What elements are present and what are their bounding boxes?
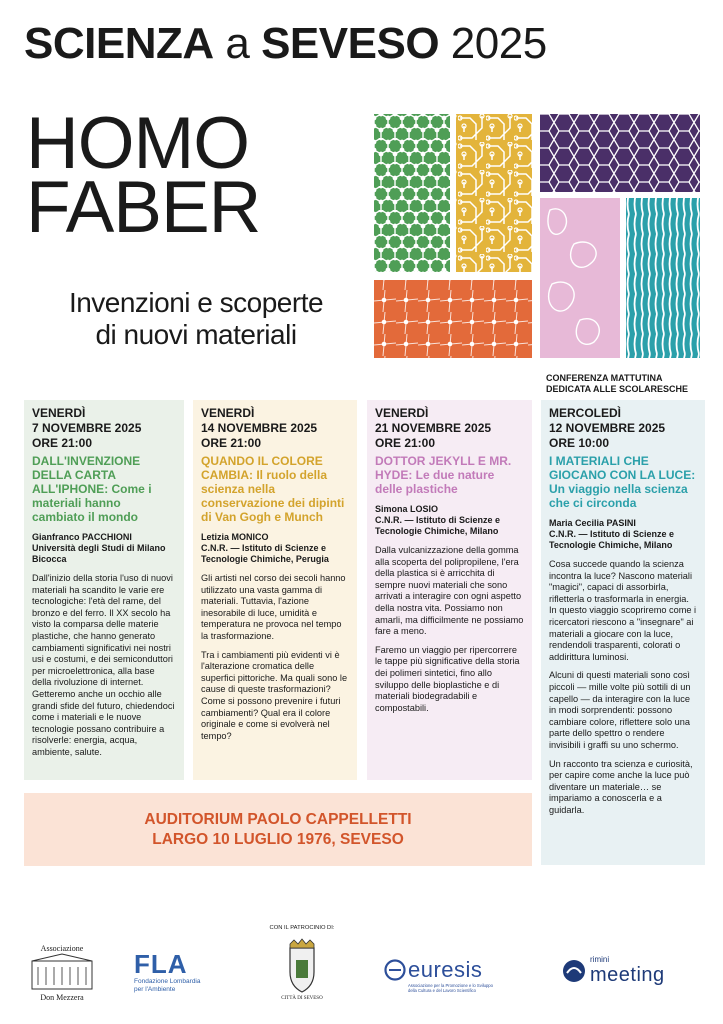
- event-speaker: Gianfranco PACCHIONI: [32, 532, 132, 542]
- euresis-e-icon: [384, 959, 406, 981]
- event-day: VENERDÌ: [32, 406, 86, 420]
- event-description: [201, 573, 349, 742]
- series-name-part2: SEVESO: [261, 19, 440, 68]
- event-card-3: [367, 400, 532, 780]
- associazione-don-mezzera-logo: [30, 944, 94, 1004]
- rimini-meeting-logo: [562, 956, 686, 994]
- fla-name-line1: Fondazione Lombardia: [134, 978, 201, 985]
- event-time: ORE 21:00: [375, 436, 436, 450]
- event-date: 12 NOVEMBRE 2025: [549, 421, 666, 435]
- event-paragraph: Dalla vulcanizzazione della gomma alla scoperta del polipropilene, l'era della plastica si è arricchita di sempre nuovi materiali che sono arrivati a interagire con ogni aspetto della nostra vita. Possiamo non amarli, ma difficilmente ne possiamo fare a meno.: [375, 545, 524, 637]
- subtitle-line1: Invenzioni e scoperte: [68, 287, 324, 318]
- fondazione-lombardia-ambiente-logo: [134, 950, 226, 1002]
- event-day: VENERDÌ: [375, 406, 429, 420]
- series-name-part1: SCIENZA: [24, 19, 214, 68]
- meeting-small-text: rimini: [590, 955, 610, 964]
- event-day: MERCOLEDÌ: [549, 406, 621, 420]
- event-time: ORE 21:00: [201, 436, 262, 450]
- event-talk-title: DALL'INVENZIONE DELLA CARTA ALL'IPHONE: Come i materiali hanno cambiato il mondo: [32, 454, 152, 524]
- event-time: ORE 21:00: [32, 436, 93, 450]
- event-talk-title: QUANDO IL COLORE CAMBIA: Il ruolo della scienza nella conservazione dei dipinti di Van Gogh e Munch: [201, 454, 345, 524]
- mezzera-building-icon: [30, 953, 94, 991]
- event-talk-title: DOTTOR JEKYLL E MR. HYDE: Le due nature delle plastiche: [375, 454, 512, 496]
- event-affiliation: C.N.R. — Istituto di Scienze e Tecnologie Chimiche, Milano: [375, 515, 501, 536]
- event-paragraph: Cosa succede quando la scienza incontra la luce? Nascono materiali "magici", capaci di assorbirla, rifletterla o trasformarla in energia. In questo viaggio scopriremo come i ricercatori riescono a "insegnare" ai materiali a giocare con la luce, rendendoli trasparenti, colorati o addirittura luminosi.: [549, 559, 697, 662]
- event-paragraph: Faremo un viaggio per ripercorrere le tappe più significative della storia dei polimeri sintetici, fino allo sviluppo delle bioplastiche e di materiali biodegradabili e compostabili.: [375, 644, 520, 713]
- event-paragraph: Un racconto tra scienza e curiosità, per capire come anche la luce può diventare un materiale… se impariamo a conoscerla e a guidarla.: [549, 758, 693, 815]
- series-connector: a: [225, 19, 250, 68]
- seveso-logo-caption: CITTÀ DI SEVESO: [281, 996, 323, 1001]
- event-talk-title: I MATERIALI CHE GIOCANO CON LA LUCE: Un viaggio nella scienza che ci circonda: [549, 454, 696, 510]
- series-year: 2025: [450, 19, 547, 68]
- euresis-logo: [384, 957, 506, 997]
- event-day: VENERDÌ: [201, 406, 255, 420]
- event-description: [549, 559, 697, 816]
- event-speaker: Maria Cecilia PASINI: [549, 518, 636, 528]
- venue-address: LARGO 10 LUGLIO 1976, SEVESO: [152, 830, 404, 848]
- event-paragraph: Dall'inizio della storia l'uso di nuovi materiali ha scandito le varie ere tecnologiche: l'età del rame, del bronzo e del ferro. Il XX secolo ha visto la comparsa delle materie plastiche, che hanno generato cambiamenti significativi nei nostri usi e costumi, e dei semiconduttori per microelettronica, alla base della rivoluzione di internet. Getteremo anche un occhio alle grandi sfide del futuro, chiedendoci come i materiali e le nuove tecnologie possano contribuire a risolverle: energia, acqua, ambiente, salute.: [32, 573, 175, 757]
- event-affiliation: C.N.R. — Istituto di Scienze e Tecnologie Chimiche, Milano: [549, 529, 675, 550]
- fla-mark: FLA: [134, 949, 188, 979]
- event-date: 14 NOVEMBRE 2025: [201, 421, 318, 435]
- morning-note-line2: DEDICATA ALLE SCOLARESCHE: [546, 384, 689, 394]
- subtitle: [26, 287, 366, 351]
- mezzera-logo-bottom-text: Don Mezzera: [40, 993, 84, 1002]
- event-affiliation: C.N.R. — Istituto di Scienze e Tecnologie Chimiche, Perugia: [201, 543, 329, 564]
- event-paragraph: Alcuni di questi materiali sono così piccoli — mille volte più sottili di un capello — da interagire con la luce in modi sorprendenti: possono cambiare colore, riflettere solo una parte dello spettro o rendere invisibili i graffi su uno schermo.: [549, 670, 691, 750]
- meeting-circle-icon: [562, 959, 586, 983]
- event-paragraph: Tra i cambiamenti più evidenti vi è l'alterazione cromatica delle superfici pittoriche. Ma quali sono le cause di queste trasformazioni? Come si possono prevenire i futuri cambiamenti? Qual era il colore originale e come si evolverà nel tempo?: [201, 649, 348, 741]
- citta-di-seveso-logo: [274, 938, 330, 1006]
- main-title-line2: FABER: [26, 167, 261, 248]
- mezzera-logo-top-text: Associazione: [40, 944, 84, 953]
- event-speaker: Letizia MONICO: [201, 532, 269, 542]
- subtitle-line2: di nuovi materiali: [95, 319, 297, 350]
- series-title: [24, 16, 704, 72]
- event-card-2: [193, 400, 357, 780]
- event-time: ORE 10:00: [549, 436, 610, 450]
- euresis-tagline-line2: della Cultura e del Lavoro Scientifico: [408, 988, 476, 993]
- venue-name: AUDITORIUM PAOLO CAPPELLETTI: [144, 810, 412, 828]
- event-description: [32, 573, 176, 759]
- materials-pattern-artwork: [374, 114, 700, 358]
- event-description: [375, 545, 524, 714]
- morning-conference-note: [546, 373, 706, 395]
- fla-name-line2: per l'Ambiente: [134, 986, 176, 993]
- venue-box: [24, 793, 532, 866]
- euresis-name: euresis: [408, 957, 483, 982]
- euresis-tagline-line1: Associazione per la Promozione e lo Sviluppo: [408, 983, 493, 988]
- event-date: 21 NOVEMBRE 2025: [375, 421, 492, 435]
- event-card-1: [24, 400, 184, 780]
- main-title-line1: HOMO: [26, 103, 250, 184]
- event-date: 7 NOVEMBRE 2025: [32, 421, 142, 435]
- morning-note-line1: CONFERENZA MATTUTINA: [546, 373, 663, 383]
- event-affiliation: Università degli Studi di Milano Bicocca: [32, 543, 166, 564]
- main-title: [26, 103, 366, 248]
- meeting-name: meeting: [590, 964, 665, 986]
- patronage-label: CON IL PATROCINIO DI:: [269, 925, 335, 931]
- seveso-coat-of-arms-icon: [284, 938, 320, 994]
- event-speaker: Simona LOSIO: [375, 504, 439, 514]
- event-card-4: [541, 400, 705, 865]
- event-paragraph: Gli artisti nel corso dei secoli hanno utilizzato una vasta gamma di materiali. Tuttavia, l'azione inesorabile di luce, umidità e temperatura ne provoca nel tempo la trasformazione.: [201, 573, 346, 641]
